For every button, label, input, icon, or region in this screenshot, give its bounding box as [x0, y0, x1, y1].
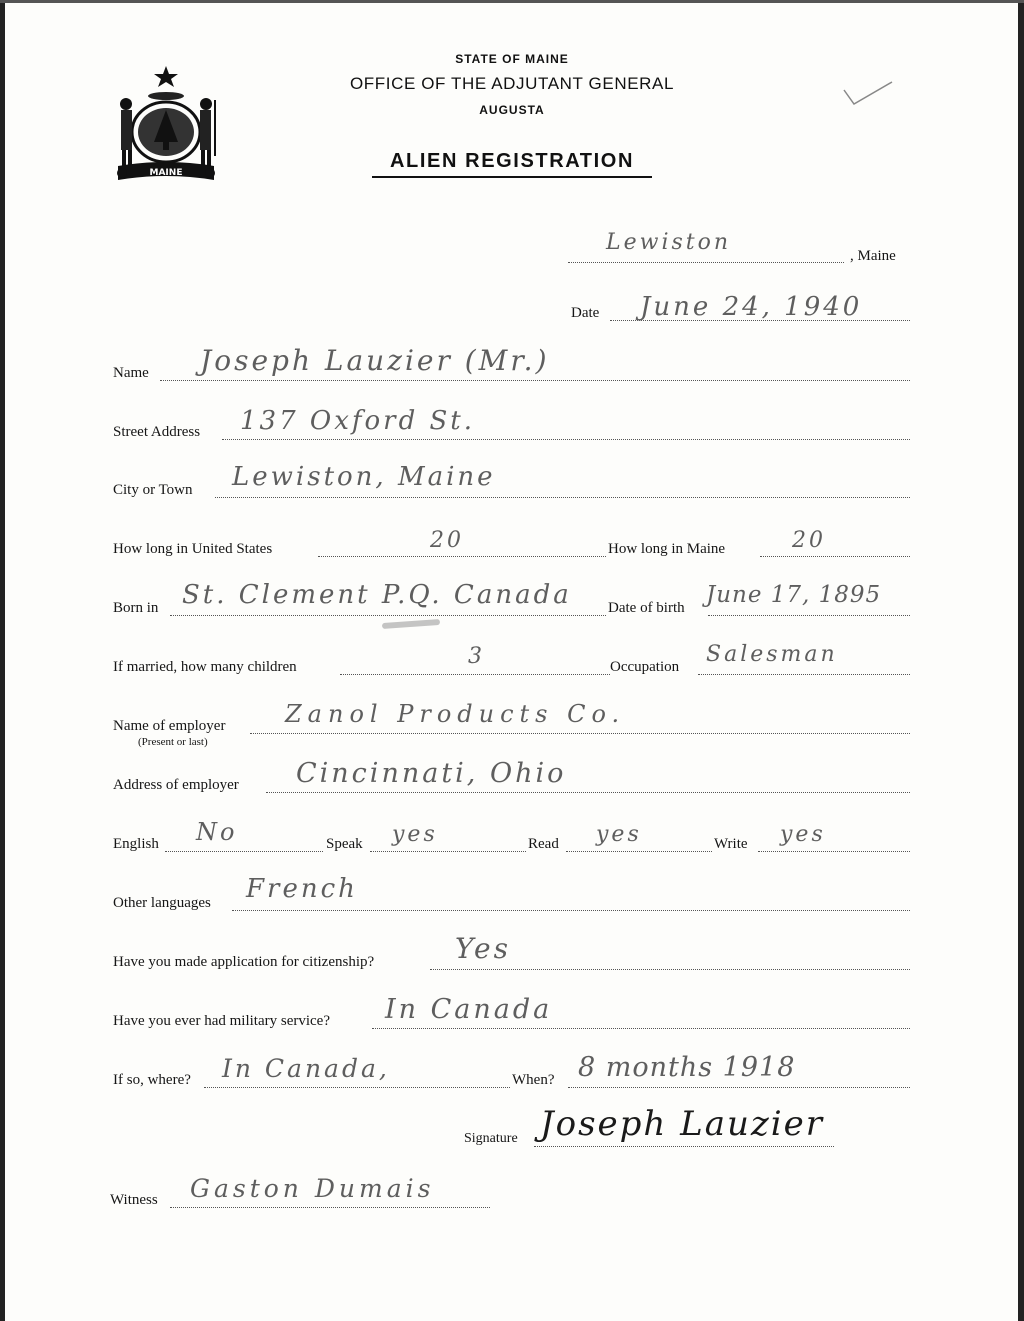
- born-in-value: St. Clement P.Q. Canada: [182, 580, 572, 610]
- english-value: No: [196, 818, 238, 846]
- read-line: [566, 851, 712, 852]
- employer-address-label: Address of employer: [113, 777, 239, 793]
- children-line: [340, 674, 610, 675]
- maine-label: , Maine: [850, 248, 896, 264]
- occupation-label: Occupation: [610, 659, 680, 675]
- employer-address-value: Cincinnati, Ohio: [296, 758, 567, 789]
- witness-label: Witness: [110, 1192, 158, 1208]
- how-long-us-value: 20: [430, 528, 464, 553]
- header-office: OFFICE OF THE ADJUTANT GENERAL: [349, 74, 675, 93]
- date-label: Date: [571, 305, 600, 321]
- employer-name-label: Name of employer: [113, 718, 226, 734]
- how-long-maine-label: How long in Maine: [608, 541, 726, 557]
- born-in-line: [170, 615, 606, 616]
- scan-edge-left: [0, 0, 5, 1321]
- employer-address-line: [266, 792, 910, 793]
- speak-label: Speak: [326, 836, 363, 852]
- english-label: English: [113, 836, 159, 852]
- header-city: AUGUSTA: [479, 103, 545, 117]
- witness-value: Gaston Dumais: [190, 1174, 435, 1203]
- children-label: If married, how many children: [113, 659, 297, 675]
- citizenship-label: Have you made application for citizenship?: [113, 954, 375, 970]
- occupation-line: [698, 674, 910, 675]
- english-line: [165, 851, 323, 852]
- read-label: Read: [528, 836, 559, 852]
- when-value: 8 months 1918: [578, 1052, 796, 1083]
- street-address-line: [222, 439, 910, 440]
- other-languages-value: French: [246, 874, 358, 904]
- signature-label: Signature: [464, 1131, 518, 1146]
- name-label: Name: [113, 365, 149, 381]
- other-languages-label: Other languages: [113, 895, 211, 911]
- date-of-birth-value: June 17, 1895: [706, 582, 882, 608]
- signature-value: Joseph Lauzier: [540, 1104, 825, 1144]
- citizenship-value: Yes: [455, 932, 511, 965]
- town-value: Lewiston: [606, 230, 732, 255]
- speak-value: yes: [392, 822, 438, 847]
- date-of-birth-line: [708, 615, 910, 616]
- scan-edge-top: [0, 0, 1024, 3]
- name-value: Joseph Lauzier (Mr.): [200, 344, 550, 377]
- where-label: If so, where?: [113, 1072, 191, 1088]
- name-line: [160, 380, 910, 381]
- military-line: [372, 1028, 910, 1029]
- town-line: [568, 262, 844, 263]
- write-label: Write: [714, 836, 748, 852]
- how-long-us-line: [318, 556, 606, 557]
- city-value: Lewiston, Maine: [232, 462, 496, 492]
- citizenship-line: [430, 969, 910, 970]
- employer-name-value: Zanol Products Co.: [285, 700, 626, 728]
- how-long-maine-line: [760, 556, 910, 557]
- city-line: [215, 497, 910, 498]
- street-address-label: Street Address: [113, 424, 201, 440]
- other-languages-line: [232, 910, 910, 911]
- employer-name-sublabel: (Present or last): [138, 736, 208, 748]
- employer-name-line: [250, 733, 910, 734]
- where-value: In Canada,: [222, 1054, 390, 1083]
- checkmark-icon: [840, 78, 896, 108]
- header-state: STATE OF MAINE: [455, 52, 569, 66]
- pencil-smudge: [382, 619, 440, 629]
- witness-line: [170, 1207, 490, 1208]
- signature-line: [534, 1146, 834, 1147]
- where-line: [204, 1087, 510, 1088]
- form-title: ALIEN REGISTRATION: [390, 150, 634, 172]
- date-of-birth-label: Date of birth: [608, 600, 685, 616]
- occupation-value: Salesman: [706, 642, 838, 667]
- title-underline: [372, 176, 652, 178]
- military-value: In Canada: [385, 994, 553, 1025]
- when-label: When?: [512, 1072, 555, 1088]
- speak-line: [370, 851, 526, 852]
- city-label: City or Town: [113, 482, 193, 498]
- when-line: [568, 1087, 910, 1088]
- children-value: 3: [468, 644, 485, 669]
- how-long-us-label: How long in United States: [113, 541, 273, 557]
- scan-edge-right: [1018, 0, 1024, 1321]
- write-value: yes: [780, 822, 826, 847]
- born-in-label: Born in: [113, 600, 159, 616]
- street-address-value: 137 Oxford St.: [240, 406, 476, 436]
- seal-lettering: MAINE: [149, 168, 183, 178]
- military-label: Have you ever had military service?: [113, 1013, 330, 1029]
- date-value: June 24, 1940: [640, 292, 863, 322]
- read-value: yes: [596, 822, 642, 847]
- write-line: [758, 851, 910, 852]
- how-long-maine-value: 20: [792, 528, 826, 553]
